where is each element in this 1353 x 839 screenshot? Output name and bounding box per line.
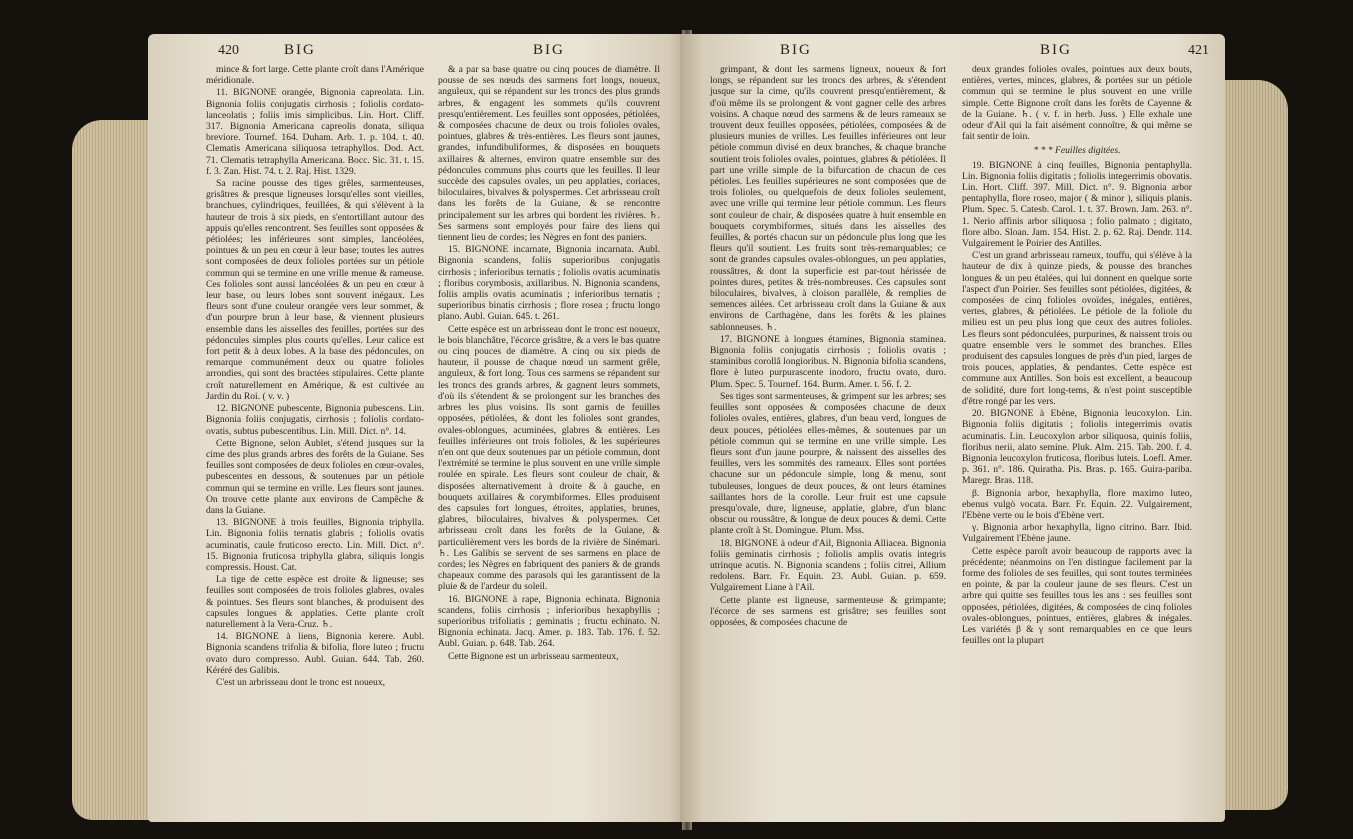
paragraph: 15. BIGNONE incarnate, Bignonia incarnata. Aubl. Bignonia scandens, foliis superioribus conjugatis cirrhosis ; inferioribus ternatis ; foliolis ovatis acuminatis ; floribus corymbosis, axillaribus. N. Bignonia scandens, foliis amplis ovatis acuminatis ; inferioribus ternatis ; superioribus binatis cirrhosis ; flore rosea ; fructu longo plano. Aubl. Guian. 645. t. 261. [438,244,660,323]
left-running-head: BIG [284,42,316,58]
left-column-2 [438,64,660,663]
right-running-head-col1: BIG [780,42,812,58]
right-page-edges [1218,80,1288,810]
paragraph: deux grandes folioles ovales, pointues aux deux bouts, entières, vertes, minces, glabres, & portées sur un pétiole commun qui se termine le plus souvent en une vrille simple. Cette Bignone croît dans les forêts de Cayenne & de la Guiane. ♄. ( v. f. in herb. Juss. ) Elle exhale une odeur d'Ail qui la fait aisément connoître, & qui même se fait sentir de loin. [962,64,1192,143]
paragraph: 11. BIGNONE orangée, Bignonia capreolata. Lin. Bignonia foliis conjugatis cirrhosis ; foliolis cordato-lanceolatis ; foliis imis simplicibus. Lin. Hort. Cliff. 317. Bignonia Americana capreolis donata, siliqua breviore. Tournef. 164. Duham. Arb. 1. p. 104. t. 40. Clematis Americana siliquosa tetraphyllos. Dod. Act. 71. Clematis tetraphylla Americana. Bocc. Sic. 31. t. 15. f. 3. Zan. Hist. 74. t. 2. Raj. Hist. 1329. [206,87,424,177]
paragraph: Sa racine pousse des tiges grêles, sarmenteuses, grisâtres & presque ligneuses lorsqu'elles sont vieilles, branchues, cylindriques, feuillées, & qui s'élèvent à la hauteur de trois à six pieds, en s'entortillant autour des appuis qu'elles rencontrent. Ses feuilles sont opposées & pétiolées; les inférieures sont simples, lancéolées, pointues & un peu en cœur à leur base; toutes les autres sont composées de deux folioles portées sur un pétiole commun qui se termine en une vrille menue & rameuse. Ces folioles sont aussi lancéolées & un peu en cœur à leur base, ou leurs lobes sont souvent inégaux. Les fleurs sont d'une couleur orangée vers leur sommet, & d'un pourpre brun à leur base, & viennent plusieurs ensemble dans les aisselles des feuilles, portées sur des pédoncules simples plus courts qu'elles. Leur calice est fort petit & à deux lobes. A la base des pédoncules, on remarque communément deux ou quatre folioles arrondies, qui sont des bractées stipulaires. Cette plante croît naturellement en Amérique, & est cultivée au Jardin du Roi. ( v. v. ) [206,178,424,402]
paragraph: 12. BIGNONE pubescente, Bignonia pubescens. Lin. Bignonia foliis conjugatis, cirrhosis ; foliolis cordato-ovatis, subtus pubescentibus. Lin. Mill. Dict. n°. 14. [206,403,424,437]
paragraph: 19. BIGNONE à cinq feuilles, Bignonia pentaphylla. Lin. Bignonia foliis digitatis ; foliolis integerrimis obovatis. Lin. Hort. Cliff. 397. Mill. Dict. n°. 9. Bignonia arbor pentaphylla, flore roseo, major ( & minor ), siliquis planis. Plum. Spec. 5. Catesb. Carol. 1. t. 37. Brown. Jam. 263. n°. 1. Nerio affinis arbor siliquosa ; folio palmato ; digitato, flore albo. Sloan. Jam. 154. Hist. 2. p. 62. Raj. Dendr. 114. Vulgairement le Poirier des Antilles. [962,159,1192,250]
paragraph: C'est un arbrisseau dont le tronc est noueux, [216,676,386,688]
left-page-number: 420 [218,43,239,58]
paragraph: 16. BIGNONE à rape, Bignonia echinata. Bignonia scandens, foliis cirrhosis ; inferioribus hexaphyllis ; superioribus trifoliatis ; geminatis ; fructu echinato. N. Bignonia echinata. Jacq. Amer. p. 183. Tab. 176. f. 52. Aubl. Guian. p. 648. Tab. 264. [438,593,660,650]
paragraph: Ses tiges sont sarmenteuses, & grimpent sur les arbres; ses feuilles sont opposées & composées chacune de deux folioles ovales, entières, glabres, d'un beau verd, longues de deux pouces, pétiolées elles-mêmes, & soutenues par un pétiole commun qui se termine en une vrille simple. Les fleurs sont d'un jaune pourpre, & naissent des aisselles des feuilles, vers les sommités des rameaux. Elles sont portées chacune sur un pédoncule simple, long & menu, sont tubuleuses, longues de deux pouces, & ont leurs étamines saillantes hors de la corolle. Leur fruit est une capsule presqu'ovale, dure, ligneuse, applatie, glabre, d'un blanc obscur ou roussâtre, & longue de deux pouces & demi. Cette plante croît à St. Domingue. Plum. Mss. [710,390,946,537]
paragraph: Cette espèce paroît avoir beaucoup de rapports avec la précédente; néanmoins on l'en distingue facilement par la forme des folioles de ses feuilles, qui sont toutes terminées en pointe, & par la couleur jaune de ses fleurs. C'est un arbre qui quitte ses feuilles tous les ans : ses feuilles sont opposées, pétiolées, digitées, & composées de cinq folioles ovales-oblongues, pointues, entières, glabres & inégales. Les variétés β & γ sont remarquables en ce que leurs feuilles ont la plupart [962,545,1192,647]
paragraph: & a par sa base quatre ou cinq pouces de diamètre. Il pousse de ses nœuds des sarmens fort longs, noueux, anguleux, qui se répandent sur les troncs des plus grands arbres, & engagent les sommets qu'ils couvrent presqu'entièrement. Les feuilles sont opposées, pétiolées, & composées chacune de deux ou trois folioles ovales, pointues, glabres & très-entières. Les fleurs sont jaunes, grandes, infundibuliformes, & disposées en bouquets axillaires & alternes, environ quatre ensemble sur des pédoncules communs plus courts que les feuilles. Il leur succède des capsules ovales, un peu applaties, coriaces, biloculaires, bivalves & polyspermes. Cet arbrisseau croît dans les forêts de la Guiane, & se rencontre principalement sur les arbres qui bordent les rivières. ♄. Ses sarmens sont employés pour faire des liens qui tiennent lieu de cordes; les Nègres en font des paniers. [438,64,660,244]
paragraph: 18. BIGNONE à odeur d'Ail, Bignonia Alliacea. Bignonia foliis geminatis cirrhosis ; foliolis amplis ovatis integris utrinque acutis. N. Bignonia scandens ; foliis citrei, Allium redolens. Barr. Fr. Equin. 23. Aubl. Guian. p. 659. Vulgairement Liane à l'Ail. [710,537,946,594]
left-page-edges [72,120,152,820]
paragraph: 20. BIGNONE à Ebène, Bignonia leucoxylon. Lin. Bignonia foliis digitatis ; foliolis integerrimis ovatis acuminatis. Lin. Leucoxylon arbor siliquosa, quinis foliis, floribus nerii, alato semine. Pluk. Alm. 215. Tab. 200. f. 4. Bignonia leucoxylon fruticosa, floribus luteis. Loefl. Amer. p. 361. n°. 186. Quiratha. Pis. Bras. p. 165. Guira-pariba. Maregr. Bras. 118. [962,408,1192,487]
paragraph: β. Bignonia arbor, hexaphylla, flore maximo luteo, ebenus vulgò vocata. Barr. Fr. Equin. 22. Vulgairement, l'Ebène verte ou le bois d'Ebène vert. [962,487,1192,521]
paragraph: grimpant, & dont les sarmens ligneux, noueux & fort longs, se répandent sur les troncs des arbres, & s'étendent jusque sur la cime, qu'ils couvrent presqu'entièrement, & d'où même ils se prolongent & vont gagner celle des arbres voisins. A chaque nœud des sarmens & de leurs rameaux se trouvent deux feuilles opposées, pétiolées, composées & de plusieurs munies de vrilles. Les feuilles inférieures ont leur pétiole commun divisé en deux branches, & chaque branche soutient trois folioles ovales, pointues, glabres & pétiolées. Il part une vrille simple de la bifurcation de chacun de ces pétioles. Les feuilles supérieures ne sont composées que de trois folioles, ou quelquefois de deux folioles seulement, avec une vrille qui termine leur pétiole commun. Les fleurs sont couleur de chair, & disposées quatre à huit ensemble en bouquets corymbiformes, situés dans les aisselles des feuilles, & portés chacun sur un pédoncule plus long que les fleurs qu'il soutient. Les fruits sont très-remarquables; ce sont de grandes capsules ovales-oblongues, un peu applaties, roussâtres, & dont la superficie est par-tout hérissée de pointes dures, petites & très-nombreuses. Ces capsules sont biloculaires, bivalves, à cloison parallèle, & remplies de semences ailées. Cet arbrisseau croît dans la Guiane & aux environs de Carthagène, dans les forêts & les plaines sablonneuses. ♄. [710,64,946,333]
paragraph: γ. Bignonia arbor hexaphylla, ligno citrino. Barr. Ibid. Vulgairement l'Ebène jaune. [962,522,1192,545]
paragraph: 14. BIGNONE à liens, Bignonia kerere. Aubl. Bignonia scandens trifolia & bifolia, flore luteo ; fructu ovato duro compresso. Aubl. Guian. 644. Tab. 260. Kéréré des Galibis. [206,631,424,676]
paragraph: Cette Bignone est un arbrisseau sarmenteux, [448,650,619,662]
left-column-1 [206,64,424,689]
paragraph: Cette plante est ligneuse, sarmenteuse & grimpante; l'écorce de ses sarmens est grisâtre; ses feuilles sont opposées, & composées chacune de [710,594,946,628]
right-column-1 [710,64,946,629]
left-page [148,34,690,822]
paragraph: 13. BIGNONE à trois feuilles, Bignonia triphylla. Lin. Bignonia foliis ternatis glabris ; foliolis ovatis acuminatis, caule fruticoso erecto. Lin. Mill. Dict. n°. 15. Bignonia fruticosa triphylla glabra, siliquis longis compressis. Houst. Cat. [206,517,424,573]
paragraph: * * * Feuilles digitées. [1033,145,1121,157]
paragraph: C'est un grand arbrisseau rameux, touffu, qui s'élève à la hauteur de dix à quinze pieds, & pousse des branches longues & un peu étalées, qui lui donnent en quelque sorte l'aspect d'un Poirier. Ses feuilles sont pétiolées, digitées, & composées de cinq folioles ovoïdes, inégales, entières, vertes, glabres, & pétiolées. Le pétiole de la foliole du milieu est un peu plus long que ceux des autres folioles. Les fleurs sont pédonculées, purpurines, & naissent trois ou quatre ensemble vers le sommet des branches. Elles produisent des capsules longues de près d'un pied, larges de trois pouces, applaties, & pendantes. Cette espèce est commune aux Antilles. Son bois est excellent, a beaucoup de solidité, dure fort long-tems, & n'est point susceptible d'être rongé par les vers. [962,250,1192,407]
right-column-2 [962,64,1192,647]
paragraph: 17. BIGNONE à longues étamines, Bignonia staminea. Bignonia foliis conjugatis cirrhosis ; foliolis ovatis ; staminibus corollâ longioribus. N. Bignonia bifolia scandens, flore è luteo purpurascente inodoro, fructu ovato, duro. Plum. Spec. 5. Tournef. 164. Burm. Amer. t. 56. f. 2. [710,333,946,390]
paragraph: Cette Bignone, selon Aublet, s'étend jusques sur la cime des plus grands arbres des forêts de la Guiane. Ses feuilles sont composées de deux folioles en cœur-ovales, pubescentes en dessous, & soutenues par un pétiole commun qui se termine en vrille. Les fleurs sont jaunes. On trouve cette plante aux environs de Campêche & dans la Guiane. [206,437,424,516]
right-running-head: BIG [1040,42,1072,58]
right-page-number: 421 [1188,43,1209,58]
paragraph: Cette espèce est un arbrisseau dont le tronc est noueux, le bois blanchâtre, l'écorce grisâtre, & a vers le bas quatre ou cinq pouces de diamètre. A cinq ou six pieds de hauteur, il pousse de chaque nœud un sarment grêle, anguleux, & fort long. Tous ces sarmens se répandent sur les troncs des grands arbres, & gagnent leurs sommets, d'où ils s'étendent & se prolongent sur les branches des arbres les plus voisins. Ils sont garnis de feuilles opposées, pétiolées, & dont les folioles sont grandes, ovales-oblongues, acuminées, glabres & entières. Les feuilles inférieures ont trois folioles, & les supérieures n'en ont que deux soutenues par un pétiole commun, dont l'extrémité se termine le plus souvent en une vrille simple roulée en spirale. Les fleurs sont couleur de chair, & disposées alternativement à droite & à gauche, en bouquets axillaires & corymbiformes. Elles produisent des capsules fort longues, étroites, applaties, brunes, glabres, biloculaires, bivalves & polyspermes. Cet arbrisseau croît dans les forêts de la Guiane, & particulièrement vers les bords de la rivière de Sinémari. ♄. Les Galibis se servent de ses sarmens en place de cordes; les Nègres en fabriquent des paniers & de grands chapeaux comme des parasols qui les garantissent de la pluie & de l'ardeur du soleil. [438,323,660,593]
left-running-head-col2: BIG [533,42,565,58]
right-page [680,34,1225,822]
paragraph: mince & fort large. Cette plante croît dans l'Amérique méridionale. [206,64,424,87]
paragraph: La tige de cette espèce est droite & ligneuse; ses feuilles sont composées de trois folioles glabres, ovales & pointues. Ses fleurs sont blanches, & produisent des capsules longues & applaties. Cette plante croît naturellement à la Vera-Cruz. ♄. [206,574,424,630]
